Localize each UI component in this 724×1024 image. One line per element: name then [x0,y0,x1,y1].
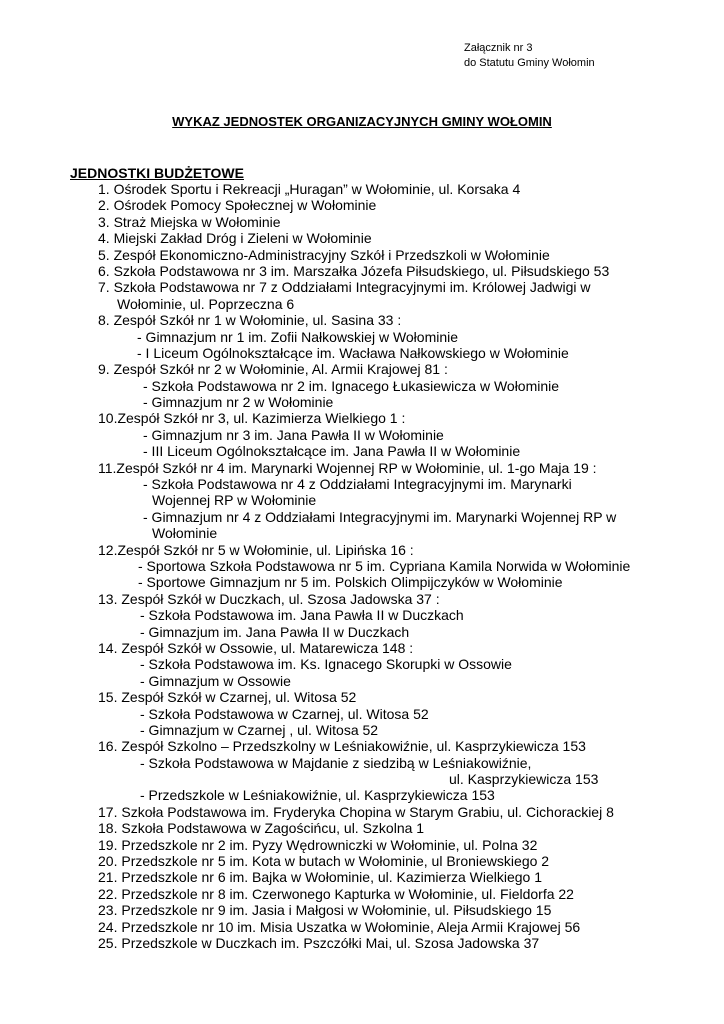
sub-item: - Przedszkole w Leśniakowiźnie, ul. Kasprzykiewicza 153 [140,787,495,804]
sub-item: - Szkoła Podstawowa nr 4 z Oddziałami Integracyjnymi im. Marynarki [143,476,572,493]
sub-item: - Gimnazjum nr 3 im. Jana Pawła II w Wołominie [143,426,444,443]
sub-item: - Sportowa Szkoła Podstawowa nr 5 im. Cypriana Kamila Norwida w Wołominie [138,557,631,574]
list-item: 11.Zespół Szkół nr 4 im. Marynarki Wojennej RP w Wołominie, ul. 1-go Maja 19 : [98,459,597,476]
sub-item: - III Liceum Ogólnokształcące im. Jana Pawła II w Wołominie [143,443,521,460]
list-item: 8. Zespół Szkół nr 1 w Wołominie, ul. Sasina 33 : [98,312,402,329]
list-item: 23. Przedszkole nr 9 im. Jasia i Małgosi w Wołominie, ul. Piłsudskiego 15 [98,902,552,919]
sub-item: - Gimnazjum im. Jana Pawła II w Duczkach [140,623,410,640]
list-item: 1. Ośrodek Sportu i Rekreacji „Huragan” w Wołominie, ul. Korsaka 4 [98,181,521,197]
sub-item-continuation: ul. Kasprzykiewicza 153 [449,771,599,788]
document-title: WYKAZ JEDNOSTEK ORGANIZACYJNYCH GMINY WOŁOMIN [172,114,552,129]
list-item: 13. Zespół Szkół w Duczkach, ul. Szosa Jadowska 37 : [98,590,440,607]
attachment-note-line2: do Statutu Gminy Wołomin [464,57,595,69]
sub-item: - Szkoła Podstawowa im. Jana Pawła II w Duczkach [140,607,464,624]
list-item: 4. Miejski Zakład Dróg i Zieleni w Wołominie [98,230,372,247]
list-item: 20. Przedszkole nr 5 im. Kota w butach w Wołominie, ul Broniewskiego 2 [98,853,550,870]
list-item: 18. Szkoła Podstawowa w Zagościńcu, ul. Szkolna 1 [98,820,425,837]
list-item: 5. Zespół Ekonomiczno-Administracyjny Szkół i Przedszkoli w Wołominie [98,246,550,263]
sub-item: - Gimnazjum nr 4 z Oddziałami Integracyjnymi im. Marynarki Wojennej RP w [143,508,617,525]
list-item: 9. Zespół Szkół nr 2 w Wołominie, Al. Armii Krajowej 81 : [98,361,448,378]
list-item: 19. Przedszkole nr 2 im. Pyzy Wędrowniczki w Wołominie, ul. Polna 32 [98,836,538,853]
sub-item: - Szkoła Podstawowa nr 2 im. Ignacego Łukasiewicza w Wołominie [143,377,560,394]
sub-item: - Gimnazjum nr 1 im. Zofii Nałkowskiej w Wołominie [137,328,459,345]
list-item-continuation: Wołominie, ul. Poprzeczna 6 [117,295,295,312]
list-item: 7. Szkoła Podstawowa nr 7 z Oddziałami Integracyjnymi im. Królowej Jadwigi w [98,279,591,296]
list-item: 10.Zespół Szkół nr 3, ul. Kazimierza Wielkiego 1 : [98,410,406,427]
sub-item: - Szkoła Podstawowa w Majdanie z siedzibą w Leśniakowiźnie, [140,754,532,771]
sub-item: - Gimnazjum w Czarnej , ul. Witosa 52 [140,721,379,738]
list-item: 3. Straż Miejska w Wołominie [98,213,281,230]
list-item: 6. Szkoła Podstawowa nr 3 im. Marszałka Józefa Piłsudskiego, ul. Piłsudskiego 53 [98,262,610,279]
list-item: 25. Przedszkole w Duczkach im. Pszczółki Mai, ul. Szosa Jadowska 37 [98,934,540,951]
list-item: 12.Zespół Szkół nr 5 w Wołominie, ul. Lipińska 16 : [98,541,414,558]
list-item: 21. Przedszkole nr 6 im. Bajka w Wołominie, ul. Kazimierza Wielkiego 1 [98,869,543,886]
list-item: 24. Przedszkole nr 10 im. Misia Uszatka w Wołominie, Aleja Armii Krajowej 56 [98,918,581,935]
list-item: 16. Zespół Szkolno – Przedszkolny w Leśniakowiźnie, ul. Kasprzykiewicza 153 [98,738,586,755]
sub-item: - Gimnazjum nr 2 w Wołominie [143,394,334,411]
sub-item: - Szkoła Podstawowa w Czarnej, ul. Witosa 52 [140,705,429,722]
sub-item-continuation: Wojennej RP w Wołominie [152,492,317,509]
unit-list [0,181,724,951]
list-item: 22. Przedszkole nr 8 im. Czerwonego Kapturka w Wołominie, ul. Fieldorfa 22 [98,885,574,902]
attachment-note-line1: Załącznik nr 3 [464,42,533,54]
sub-item: - Gimnazjum w Ossowie [140,672,291,689]
sub-item: - I Liceum Ogólnokształcące im. Wacława Nałkowskiego w Wołominie [137,344,569,361]
list-item: 2. Ośrodek Pomocy Społecznej w Wołominie [98,197,377,214]
sub-item: - Sportowe Gimnazjum nr 5 im. Polskich Olimpijczyków w Wołominie [138,574,563,591]
list-item: 14. Zespół Szkół w Ossowie, ul. Matarewicza 148 : [98,639,414,656]
sub-item-continuation: Wołominie [152,525,218,542]
attachment-note [464,41,595,71]
list-item: 15. Zespół Szkół w Czarnej, ul. Witosa 52 [98,689,357,706]
sub-item: - Szkoła Podstawowa im. Ks. Ignacego Skorupki w Ossowie [140,656,512,673]
section-heading: JEDNOSTKI BUDŻETOWE [70,165,244,181]
list-item: 17. Szkoła Podstawowa im. Fryderyka Chopina w Starym Grabiu, ul. Cichorackiej 8 [98,803,614,820]
